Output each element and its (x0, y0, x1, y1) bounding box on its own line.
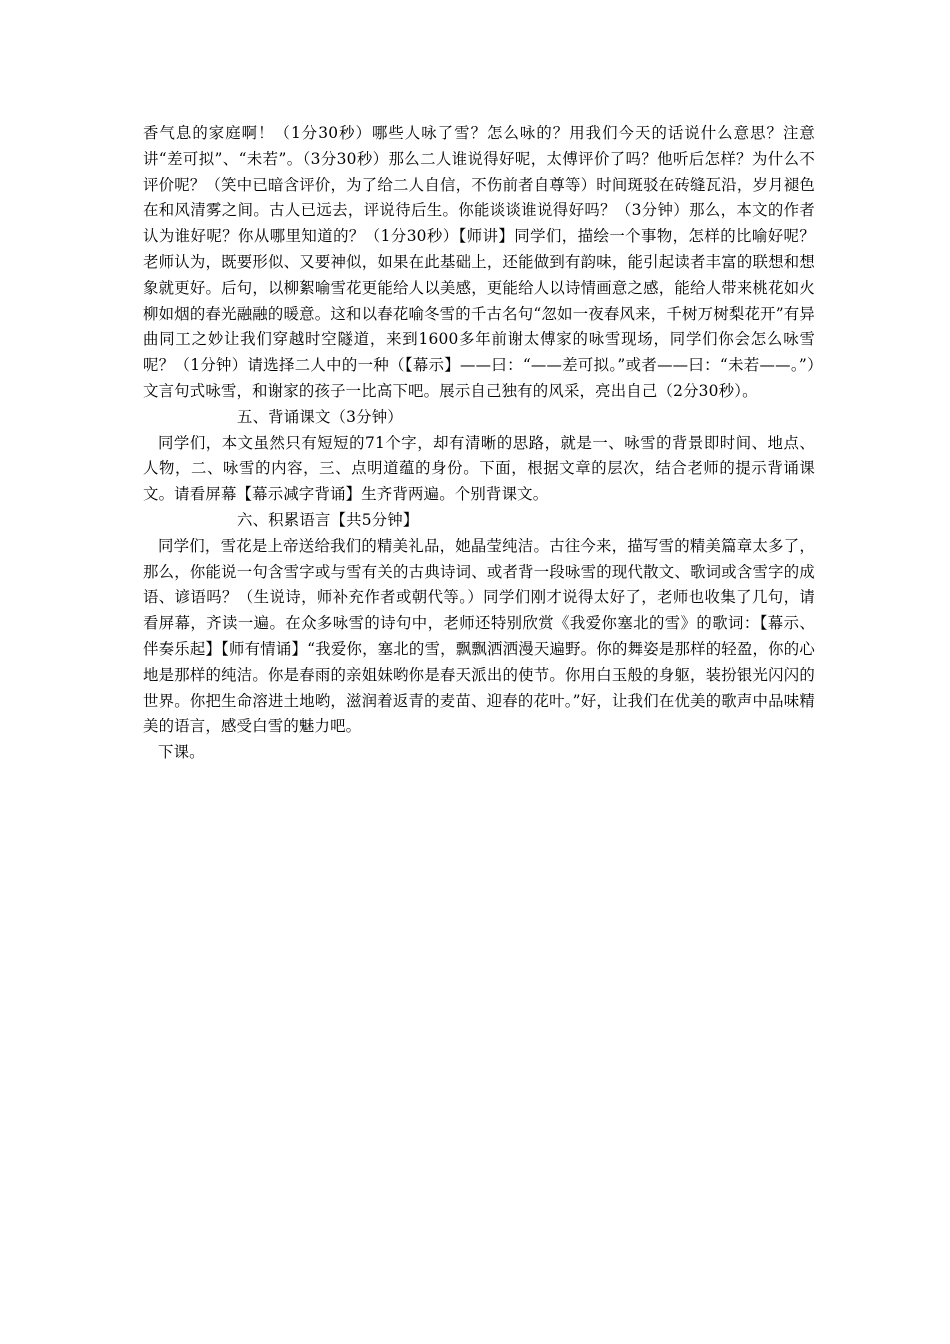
paragraph-lesson-discussion: 香气息的家庭啊！（1分30秒）哪些人咏了雪？怎么咏的？用我们今天的话说什么意思？注意讲“差可拟”、“未若”。（3分30秒）那么二人谁说得好呢，太傅评价了吗？他听后怎样？为什么不评价呢？（笑中已暗含评价，为了给二人自信，不伤前者自尊等）时间斑驳在砖缝瓦沿，岁月褪色在和风清雾之间。古人已远去，评说待后生。你能谈谈谁说得好吗？（3分钟）那么，本文的作者认为谁好呢？你从哪里知道的？（1分30秒）【师讲】同学们，描绘一个事物，怎样的比喻好呢？老师认为，既要形似、又要神似，如果在此基础上，还能做到有韵味，能引起读者丰富的联想和想象就更好。后句，以柳絮喻雪花更能给人以美感，更能给人以诗情画意之感，能给人带来桃花如火柳如烟的春光融融的暖意。这和以春花喻冬雪的千古名句“忽如一夜春风来，千树万树梨花开”有异曲同工之妙让我们穿越时空隧道，来到1600多年前谢太傅家的咏雪现场，同学们你会怎么咏雪呢？（1分钟）请选择二人中的一种（【幕示】——曰：“——差可拟。”或者——曰：“未若——。”）文言句式咏雪，和谢家的孩子一比高下吧。展示自己独有的风采，亮出自己（2分30秒）。 (143, 124, 815, 400)
paragraph-recite: 同学们，本文虽然只有短短的71个字，却有清晰的思路，就是一、咏雪的背景即时间、地点、人物，二、咏雪的内容，三、点明道蕴的身份。下面，根据文章的层次，结合老师的提示背诵课文。请看屏幕【幕示减字背诵】生齐背两遍。个别背课文。 (143, 433, 815, 504)
section-heading-recite: 五、背诵课文（3分钟） (237, 407, 403, 426)
paragraph-language: 同学们，雪花是上帝送给我们的精美礼品，她晶莹纯洁。古往今来，描写雪的精美篇章太多了，那么，你能说一句含雪字或与雪有关的古典诗词、或者背一段咏雪的现代散文、歌词或含雪字的成语、谚语吗？（生说诗，师补充作者或朝代等。）同学们刚才说得太好了，老师也收集了几句，请看屏幕，齐读一遍。在众多咏雪的诗句中，老师还特别欣赏《我爱你塞北的雪》的歌词：【幕示、伴奏乐起】【师有情诵】“我爱你，塞北的雪，飘飘洒洒漫天遍野。你的舞姿是那样的轻盈，你的心地是那样的纯洁。你是春雨的亲姐妹哟你是春天派出的使节。你用白玉般的身躯，装扮银光闪闪的世界。你把生命溶进土地哟，滋润着返青的麦苗、迎春的花叶。”好，让我们在优美的歌声中品味精美的语言，感受白雪的魅力吧。 (143, 536, 815, 736)
closing-line: 下课。 (158, 743, 205, 762)
document-page (143, 121, 815, 766)
section-heading-language: 六、积累语言【共5分钟】 (237, 510, 419, 529)
